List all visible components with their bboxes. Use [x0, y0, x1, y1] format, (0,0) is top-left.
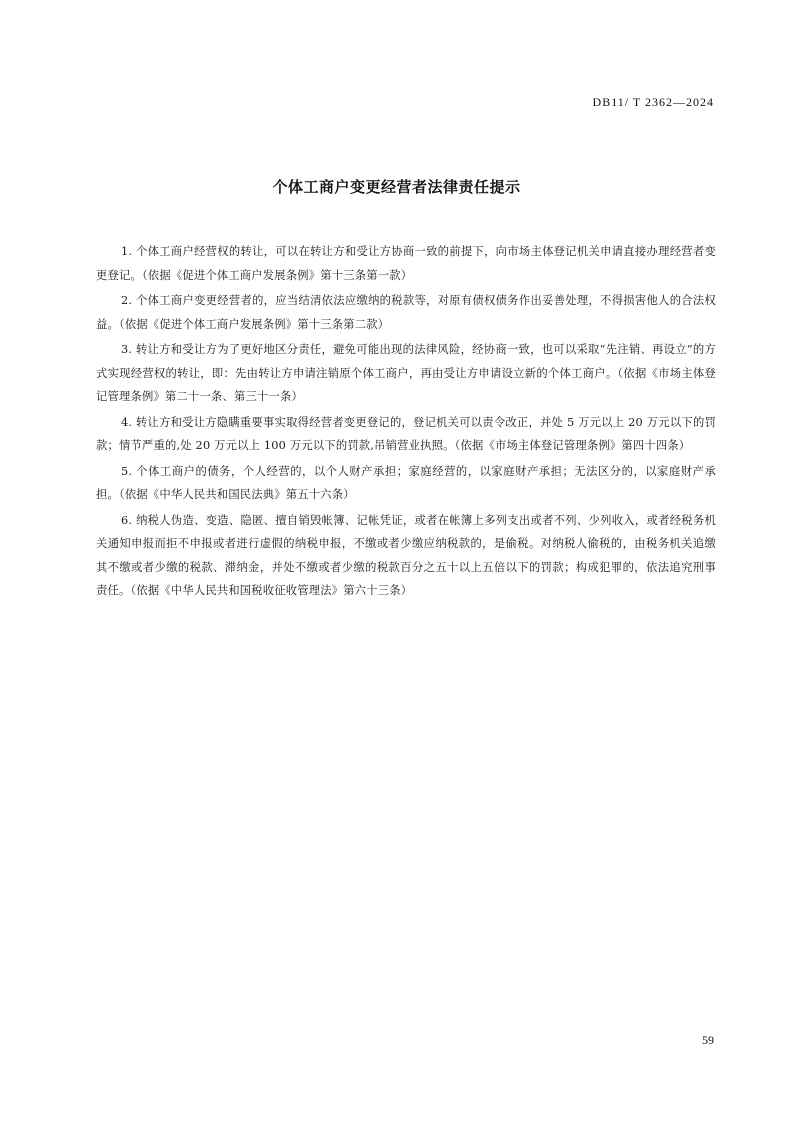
document-body: [96, 240, 716, 605]
clause-1: 1. 个体工商户经营权的转让，可以在转让方和受让方协商一致的前提下，向市场主体登记机关申请直接办理经营者变更登记。（依据《促进个体工商户发展条例》第十三条第一款）: [96, 245, 716, 282]
standard-code: DB11/ T 2362—2024: [592, 95, 714, 109]
clause-5: 5. 个体工商户的债务，个人经营的，以个人财产承担；家庭经营的，以家庭财产承担；无法区分的，以家庭财产承担。（依据《中华人民共和国民法典》第五十六条）: [96, 464, 716, 501]
clause-2: 2. 个体工商户变更经营者的，应当结清依法应缴纳的税款等，对原有债权债务作出妥善处理，不得损害他人的合法权益。（依据《促进个体工商户发展条例》第十三条第二款）: [96, 294, 716, 331]
document-title: 个体工商户变更经营者法律责任提示: [272, 178, 521, 196]
clause-3: 3. 转让方和受让方为了更好地区分责任，避免可能出现的法律风险，经协商一致，也可以采取“先注销、再设立”的方式实现经营权的转让，即：先由转让方申请注销原个体工商户，再由受让方申请设立新的个体工商户。（依据《市场主体登记管理条例》第二十一条、第三十一条）: [96, 343, 716, 403]
page-number: 59: [702, 1033, 714, 1047]
clause-4: 4. 转让方和受让方隐瞒重要事实取得经营者变更登记的，登记机关可以责令改正，并处 5 万元以上 20 万元以下的罚款；情节严重的,处 20 万元以上 100 万元以下的罚款,吊销营业执照。（依据《市场主体登记管理条例》第四十四条）: [96, 415, 716, 452]
clause-6: 6. 纳税人伪造、变造、隐匿、擅自销毁帐簿、记帐凭证，或者在帐簿上多列支出或者不列、少列收入，或者经税务机关通知申报而拒不申报或者进行虚假的纳税申报，不缴或者少缴应纳税款的，是偷税。对纳税人偷税的，由税务机关追缴其不缴或者少缴的税款、滞纳金，并处不缴或者少缴的税款百分之五十以上五倍以下的罚款；构成犯罪的，依法追究刑事责任。（依据《中华人民共和国税收征收管理法》第六十三条）: [96, 513, 716, 597]
